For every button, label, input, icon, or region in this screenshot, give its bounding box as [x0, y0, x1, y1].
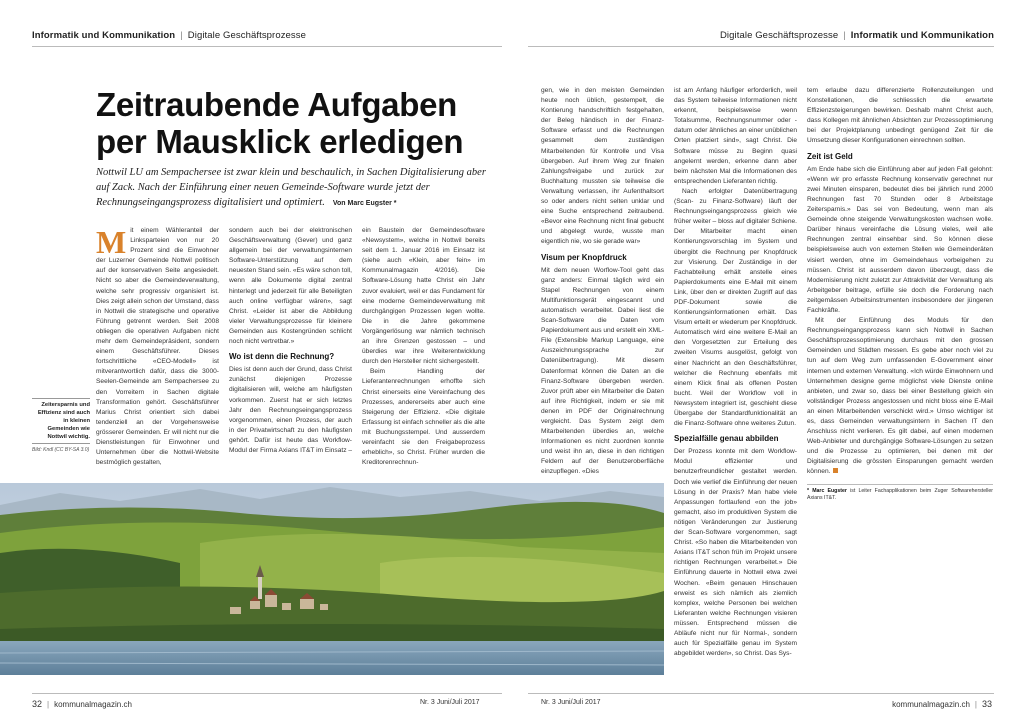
- text-column-4: [541, 86, 664, 478]
- site-name: kommunalmagazin.ch: [892, 700, 970, 709]
- paragraph: Nach erfolgter Datenübertragung (Scan- zu Finanz-Software) läuft der Rechnungseingangsprozess gleich wie früher weiter – bloss auf digitaler Schiene. Der Mitarbeiter macht einen Kontierungsvorschlag im System und übergibt die Rechnung per Knopfdruck zur Visierung. Der Zuständige in der Fachabteilung erhält anstelle eines Papierdokuments eine E-Mail mit einem Link, über den er direkten Zugriff auf das PDF-Dokument sowie die Kontierungsinformationen erhält. Das Visum erteilt er wiederum per Knopfdruck. Automatisch wird eine weitere E-Mail an den Vorgesetzten zur Erteilung des zweiten Visums ausgelöst, gefolgt von einer Nachricht an den Geschäftsführer, welcher die Rechnung ebenfalls mit einem Klick final als offenen Posten bucht. Weil der Workflow voll in Newsystem integriert ist, geschieht diese Übergabe der Standardfunktionalität an die Finanz-Software ohne weiteres Zutun.: [674, 187, 797, 428]
- lead-text: Nottwil LU am Sempachersee ist zwar klein und beschaulich, in Sachen Digitalisierung aber auf Zack. Nach der Einführung einer neuen Gemeinde-Software wurde jetzt der Rechnungseingangsprozess digitalisiert und optimiert.: [96, 167, 486, 208]
- note-text: ist Leiter Fachapplikationen beim Zuger Softwarehersteller Axians IT&T.: [807, 487, 993, 501]
- paragraph: it einem Wähleranteil der Linksparteien von nur 20 Prozent sind die Einwohner der Luzerner Gemeinde Nottwil politisch auf der konservativen Seite angesiedelt. Nicht so aber die Gemeindeverwaltung, welche sehr progressiv organisiert ist. Dies zeigt allein schon der Umstand, dass in Nottwil die strategische und operative Führung getrennt werden. Seit 2008 obliegen die operativen Aufgaben nicht mehr dem Gemeindepräsident, sondern einem Geschäftsführer. Dieses fortschrittliche «CEO-Modell» ist mitverantwortlich dafür, dass die 3000-Seelen-Gemeinde am Sempachersee zu den Vorreitern in Sachen digitale Transformation gehört. Geschäftsführer Marius Christ orientiert sich dabei tendenziell an der Vorgehensweise grösserer Gemeinden. Er will nicht nur die Dienstleistungen für Einwohner und Unternehmen über die Nottwil-Website bestmöglich gestalten,: [96, 227, 219, 467]
- title-line: per Mausklick erledigen: [96, 123, 464, 160]
- page-number: 32: [32, 699, 43, 709]
- article-lead: [96, 165, 486, 211]
- footer-separator: |: [974, 700, 977, 709]
- subsection-label: Digitale Geschäftsprozesse: [187, 30, 307, 41]
- text-column-2: [229, 226, 352, 478]
- header-right: [720, 30, 994, 41]
- header-separator: |: [843, 30, 846, 41]
- text-column-1: [96, 226, 219, 478]
- section-label: Informatik und Kommunikation: [32, 30, 176, 41]
- footer-left: [32, 699, 132, 709]
- landscape-image: [0, 483, 664, 675]
- author-note: [807, 484, 993, 502]
- paragraph: tem erlaube dazu differenzierte Rollenzuteilungen und Konstellationen, die schliesslich die erwartete Effizienzsteigerungen bewirken. Deshalb mahnt Christ auch, dass Kollegen mit ähnlichen Absichten zur Prozessoptimierung bei der Projektplanung unbedingt genügend Zeit für die Umsetzung dieser Konfigurationen einrechnen sollten.: [807, 87, 993, 145]
- paragraph: Am Ende habe sich die Einführung aber auf jeden Fall gelohnt: «Wenn wir pro erfasste Rechnung konservativ gerechnet nur zwei Minuten einsparen, bedeutet dies bei jährlich rund 2000 Rechnungen fast 70 Stunden oder 8 Arbeitstage Zeitersparnis.» Das sei von Bedeutung, wenn man als Gemeinde ohne steigende Verwaltungskosten wachsen wolle. Darüber hinaus vereinfache die Lösung vieles, weil alle Rechnungen zentral einsehbar sind. So können diese beispielsweise auch von externen Stellen wie Gemeinderäten visiert werden, ohne im Gemeindehaus vorbeigehen zu müssen. Christ ist ausserdem davon überzeugt, dass die Modernisierung nicht zuletzt zur Attraktivität der Verwaltung als Arbeitgeber beitrage, erfülle sie doch die Forderung nach zeitgemässen Arbeitsinstrumenten insbesondere der jüngeren Fachkräfte.: [807, 165, 993, 314]
- footer-right: [892, 699, 992, 709]
- subsection-label: Digitale Geschäftsprozesse: [719, 30, 839, 41]
- caption-rule: [32, 443, 90, 444]
- footer-separator: |: [47, 700, 50, 709]
- subheading: Visum per Knopfdruck: [541, 252, 627, 262]
- paragraph: [807, 316, 993, 478]
- header-separator: |: [180, 30, 183, 41]
- paragraph: gen, wie in den meisten Gemeinden heute noch üblich, gestempelt, die Kontierung handschriftlich festgehalten, der Beleg händisch in der Finanz-Software erfasst und die Rechnungen gesammelt dem zuständigen Mitarbeitenden für Kontrolle und Visa übergeben. Auf ihrem Weg zur finalen Zahlungsfreigabe und zurück zur Buchhaltung mussten sie teilweise die Verwaltung verlassen, ihr Aufenthaltsort so oder anders nicht selten unklar und eine Suche entsprechend zeitraubend. «Bevor eine Rechnung nicht final gebucht und abgelegt wurde, wusste man eigentlich nie, wo sie gerade war»: [541, 87, 664, 246]
- paragraph-text: Mit der Einführung des Moduls für den Rechnungseingangsprozess kann sich Nottwil in Sachen Geschäftsprozessoptimierung durchaus mit den grossen Gemeinden und Städten messen. Es gebe aber noch viel zu tun auf dem Weg zum umfassenden E-Government einer internen und externen Verwaltung. «Ich würde Einwohnern und Unternehmen designe gerne möglichst viele Dienste online anbieten, und zwar so, dass bei einer Bestellung gleich ein vollständiger Prozess angestossen und nicht bloss eine E-Mail an einen Mitarbeitenden verschickt wird.» Umso wichtiger ist es, dass Gemeinden verwaltungsintern in Sachen IT den Anschluss nicht verlieren. Es gilt dabei, auf einen modernen Web-Anbieter und durchgängige Software-Lösungen zu setzen und die Prozesse zu optimieren, bei denen mit der Digitalisierung die grössten Einsparungen gemacht werden können.: [807, 317, 993, 476]
- text-column-3: [362, 226, 485, 478]
- end-mark-icon: [833, 468, 838, 473]
- site-name: kommunalmagazin.ch: [54, 700, 132, 709]
- footer-rule-right: [528, 693, 994, 694]
- text-column-6: [807, 86, 993, 680]
- landscape-photo: [0, 483, 664, 675]
- article-title: [96, 86, 476, 160]
- author-byline: Von Marc Eugster *: [332, 200, 397, 207]
- photo-credit: Bild: Kndl (CC BY-SA 3.0): [32, 447, 90, 453]
- paragraph: Dies ist denn auch der Grund, dass Christ zunächst diejenigen Prozesse digitalisieren will, welche am häufigsten vorkommen. Zuerst hat er sich letztes Jahr den Rechnungseingangsprozess vorgenommen, einen Prozess, der auch in der Privatwirtschaft zu den häufigsten gehört. Dafür ist heute das Workflow-Modul der Firma Axians IT&T im Einsatz –: [229, 366, 352, 454]
- subheading: Zeit ist Geld: [807, 151, 853, 161]
- header-left: [32, 30, 306, 41]
- page-number: 33: [981, 699, 992, 709]
- paragraph: Der Prozess konnte mit dem Workflow-Modul effizienter und benutzerfreundlicher gestaltet werden. Doch wie verlief die Einführung der neuen Lösung in der Praxis? Man habe viele Anpassungen fortlaufend «on the job» gemacht, also im produktiven System die nötigen Veränderungen zur Justierung der Scan-Software vorgenommen, sagt Christ. «So haben die Mitarbeitenden von Axians IT&T schon früh im Projekt unsere richtigen Rechnungen verarbeitet.» Die Einführung dauerte in Nottwil etwa zwei Wochen. «Beim genauen Hinschauen erweist es sich nämlich als ziemlich komplex, welche Personen bei welchen Lieferanten welche Rechnungen visieren müssen. Entsprechend müssen die Abläufe nicht nur für Normal-, sondern auch für Spezialfälle genau im System abgebildet werden», so Christ. Das Sys-: [674, 448, 797, 658]
- issue-info: Nr. 3 Juni/Juli 2017: [541, 699, 601, 706]
- header-rule-left: [32, 46, 502, 47]
- photo-caption: Zeitersparnis und Effizienz sind auch in kleinen Gemeinden wie Nottwil wichtig.: [37, 402, 90, 440]
- section-label: Informatik und Kommunikation: [850, 30, 994, 41]
- header-rule-right: [528, 46, 994, 47]
- paragraph: Mit dem neuen Worflow-Tool geht das ganz anders: Einmal täglich wird ein Stapel Rechnungen von einem Multifunktionsgerät eingescannt und automatisch verarbeitet. Dabei liest die Scan-Software die Daten vom Papierdokument aus und erstellt ein XML-File (Extensible Markup Language, eine Auszeichnungssprache zur Datenübertragung). Mit diesem Datenformat können die Daten an die Finanz-Software übergeben werden. Zuvor prüft aber ein Mitarbeiter die Daten auf ihre Richtigkeit, indem er sie mit denen im PDF der Originalrechnung vergleicht. Das System zeigt dem Mitarbeitenden überdies an, welche Informationen es nicht zuordnen konnte und weist ihn an, diese in den richtigen Feldern auf der Benutzeroberfläche einzupflegen. «Dies: [541, 266, 664, 476]
- issue-info: Nr. 3 Juni/Juli 2017: [420, 699, 480, 706]
- title-line: Zeitraubende Aufgaben: [96, 86, 458, 123]
- caption-rule: [32, 398, 90, 399]
- footer-rule-left: [32, 693, 502, 694]
- paragraph: ist am Anfang häufiger erforderlich, weil das System teilweise Informationen nicht erkennt, beispielsweise wenn Totalsumme, Rechnungsnummer oder -datum oder ähnliches an einer unüblichen Orten platziert sind», sagt Christ. Die Software müsse zu Beginn quasi angelernt werden, erkenne dann aber beim nächsten Mal die Informationen des entsprechenden Lieferanten richtig.: [674, 87, 797, 185]
- note-author: * Marc Eugster: [807, 487, 847, 494]
- paragraph: Beim Handling der Lieferantenrechnungen erhoffte sich Christ einerseits eine Vereinfachung des Prozesses, andererseits aber auch eine Steigerung der Effizienz. «Die digitale Erfassung ist einfach schneller als die alte mit Buchungsstempel. Und ausserdem vereinfacht sie den Freigabeprozess erheblich», so Christ. Früher wurden die Kreditorenrechnun-: [362, 368, 485, 467]
- drop-cap: M: [96, 226, 127, 260]
- paragraph: sondern auch bei der elektronischen Geschäftsverwaltung (Gever) und ganz allgemein bei der verwaltungsinternen Software-Unterstützung auf dem neuesten Stand sein. «Es wäre schon toll, wenn alle Dokumente digital zentral hinterlegt und jederzeit für alle Beteiligten auch online verfügbar wären», sagt Christ. «Leider ist aber die Abbildung vieler Verwaltungsprozesse für kleinere Gemeinden aus Kostengründen schlicht noch nicht vertretbar.»: [229, 227, 352, 346]
- subheading: Spezialfälle genau abbilden: [674, 434, 779, 444]
- subheading: Wo ist denn die Rechnung?: [229, 352, 335, 362]
- text-column-5: [674, 86, 797, 680]
- paragraph: ein Baustein der Gemeindesoftware «Newsystem», welche in Nottwil bereits seit dem 1. Januar 2016 im Einsatz ist (siehe auch «Klein, aber fein» im Kommunalmagazin 4/2016). Die Software-Lösung hatte Christ ein Jahr zuvor evaluiert, weil er das Fundament für eine moderne Gemeindeverwaltung mit durchgängigen Prozessen legen wollte. Die in die Jahre gekommene Vorgängerlösung war nämlich technisch an ihre Grenzen gestossen – und überdies war ihre Weiterentwicklung durch den Hersteller nicht sichergestellt.: [362, 227, 485, 366]
